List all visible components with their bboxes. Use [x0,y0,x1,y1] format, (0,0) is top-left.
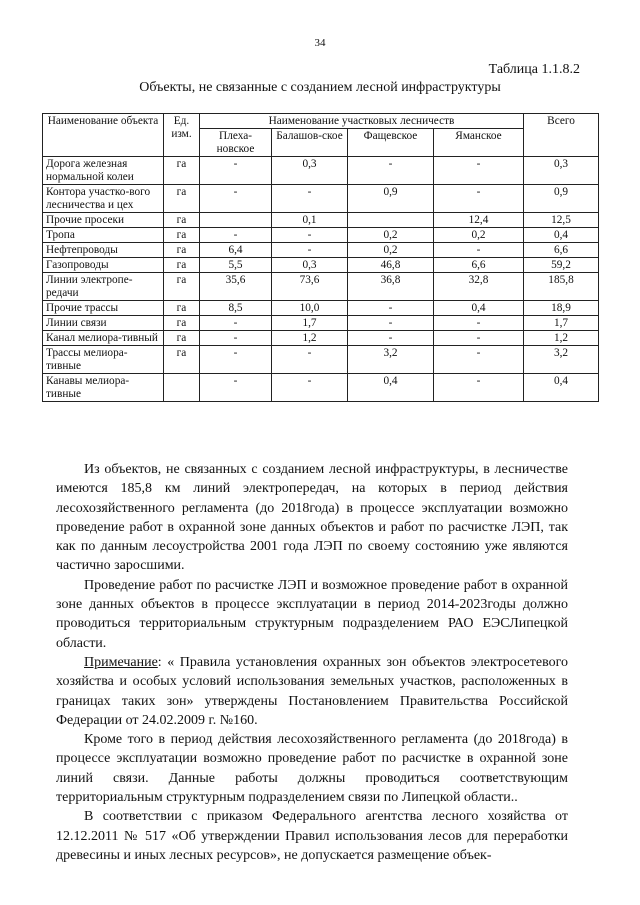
cell-value: 0,3 [272,258,348,273]
cell-value: - [348,301,434,316]
cell-unit: га [164,157,200,185]
table-row [43,316,599,331]
note-label: Примечание [84,654,158,670]
table-row [43,157,599,185]
cell-value: 3,2 [348,346,434,374]
cell-value: - [200,331,272,346]
cell-total: 185,8 [524,273,599,301]
cell-unit [164,374,200,402]
header-forestry: Яманское [434,129,524,157]
cell-total: 0,4 [524,374,599,402]
objects-table [42,113,599,402]
cell-value: 0,9 [348,185,434,213]
table-row [43,258,599,273]
cell-total: 3,2 [524,346,599,374]
cell-value: - [434,346,524,374]
cell-value: 1,2 [272,331,348,346]
table-row [43,374,599,402]
table-row [43,185,599,213]
cell-value: 10,0 [272,301,348,316]
cell-name: Тропа [43,228,164,243]
table-row [43,243,599,258]
cell-total: 1,7 [524,316,599,331]
cell-value: - [200,228,272,243]
cell-name: Прочие просеки [43,213,164,228]
cell-value: - [348,331,434,346]
cell-name: Линии электропе-редачи [43,273,164,301]
cell-value: - [434,185,524,213]
cell-total: 0,4 [524,228,599,243]
cell-value: - [200,316,272,331]
cell-value: - [434,374,524,402]
cell-value: 0,2 [434,228,524,243]
cell-name: Газопроводы [43,258,164,273]
cell-value: - [200,346,272,374]
header-forestry: Плеха-новское [200,129,272,157]
cell-value: 0,4 [348,374,434,402]
cell-unit: га [164,258,200,273]
cell-value: - [434,157,524,185]
cell-total: 0,3 [524,157,599,185]
table-label: Таблица 1.1.8.2 [488,62,580,77]
cell-name: Канал мелиора-тивный [43,331,164,346]
header-forestry: Балашов-ское [272,129,348,157]
cell-value: - [434,243,524,258]
cell-value: 5,5 [200,258,272,273]
cell-total: 0,9 [524,185,599,213]
note-paragraph [56,653,568,730]
cell-value: - [272,243,348,258]
cell-value: - [200,157,272,185]
cell-name: Контора участко-вого лесничества и цех [43,185,164,213]
cell-unit: га [164,243,200,258]
table-title: Объекты, не связанные с созданием лесной инфраструктуры [139,80,501,95]
cell-value: - [272,374,348,402]
paragraph: Проведение работ по расчистке ЛЭП и возможное проведение работ в охранной зоне данных объектов в процессе эксплуатации в период 2014-2023годы должно проводиться территориальным структурным подразделением РАО ЕЭСЛипецкой области. [56,577,568,651]
cell-name: Прочие трассы [43,301,164,316]
table-row [43,273,599,301]
table-row [43,228,599,243]
cell-value: - [434,331,524,346]
cell-unit: га [164,213,200,228]
header-total: Всего [524,114,599,157]
cell-name: Канавы мелиора-тивные [43,374,164,402]
cell-unit: га [164,316,200,331]
cell-value: 36,8 [348,273,434,301]
cell-value: - [272,346,348,374]
table-row [43,331,599,346]
cell-value: - [200,374,272,402]
cell-value: 0,2 [348,243,434,258]
cell-value: 0,1 [272,213,348,228]
cell-name: Дорога железная нормальной колеи [43,157,164,185]
cell-name: Трассы мелиора-тивные [43,346,164,374]
table-row [43,213,599,228]
cell-unit: га [164,185,200,213]
table-row [43,346,599,374]
paragraph: Кроме того в период действия лесохозяйственного регламента (до 2018года) в процессе эксплуатации возможно проведение работ по расчистке в охранной зоне линий связи. Данные работы должны проводиться соответствующим территориальным структурным подразделением связи по Липецкой области.. [56,732,568,806]
cell-unit: га [164,228,200,243]
cell-unit: га [164,346,200,374]
paragraph: Из объектов, не связанных с созданием лесной инфраструктуры, в лесничестве имеются 185,8 км линий электропередач, на которых в период действия лесохозяйственного регламента (до 2018года) в процессе эксплуатации возможно проведение работ в охранной зоне данных объектов и работ по расчистке ЛЭП, так как по данным лесоустройства 2001 года ЛЭП по своему состоянию уже являются частично заросшими. [56,462,568,574]
cell-value: 6,6 [434,258,524,273]
header-forestry: Фащевское [348,129,434,157]
table-row [43,301,599,316]
note-text: : « Правила установления охранных зон объектов электросетевого хозяйства и особых условий использования земельных участков, расположенных в границах таких зон» утверждены Постановлением Правительства Российской Федерации от 24.02.2009 г. №160. [56,654,568,728]
cell-total: 6,6 [524,243,599,258]
cell-value: - [272,228,348,243]
cell-value: 6,4 [200,243,272,258]
header-name: Наименование объекта [43,114,164,157]
cell-unit: га [164,301,200,316]
cell-value: 0,3 [272,157,348,185]
cell-value: 8,5 [200,301,272,316]
cell-value: - [272,185,348,213]
cell-value: 32,8 [434,273,524,301]
cell-value: - [200,185,272,213]
cell-total: 12,5 [524,213,599,228]
paragraph: В соответствии с приказом Федерального агентства лесного хозяйства от 12.12.2011 № 517 «Об утверждении Правил использования лесов для переработки древесины и иных лесных ресурсов», не допускается размещение объек- [56,809,568,863]
body-text [56,460,568,865]
cell-value: 73,6 [272,273,348,301]
cell-value: - [434,316,524,331]
cell-value: 1,7 [272,316,348,331]
cell-unit: га [164,331,200,346]
cell-total: 1,2 [524,331,599,346]
cell-value [200,213,272,228]
cell-value: - [348,316,434,331]
cell-value: 35,6 [200,273,272,301]
cell-value [348,213,434,228]
cell-value: 12,4 [434,213,524,228]
cell-total: 18,9 [524,301,599,316]
cell-value: 0,4 [434,301,524,316]
cell-unit: га [164,273,200,301]
page-number: 34 [314,37,326,49]
header-forestry-group: Наименование участковых лесничеств [200,114,524,129]
cell-total: 59,2 [524,258,599,273]
cell-value: 46,8 [348,258,434,273]
cell-value: - [348,157,434,185]
cell-name: Линии связи [43,316,164,331]
cell-name: Нефтепроводы [43,243,164,258]
cell-value: 0,2 [348,228,434,243]
header-unit: Ед. изм. [164,114,200,157]
